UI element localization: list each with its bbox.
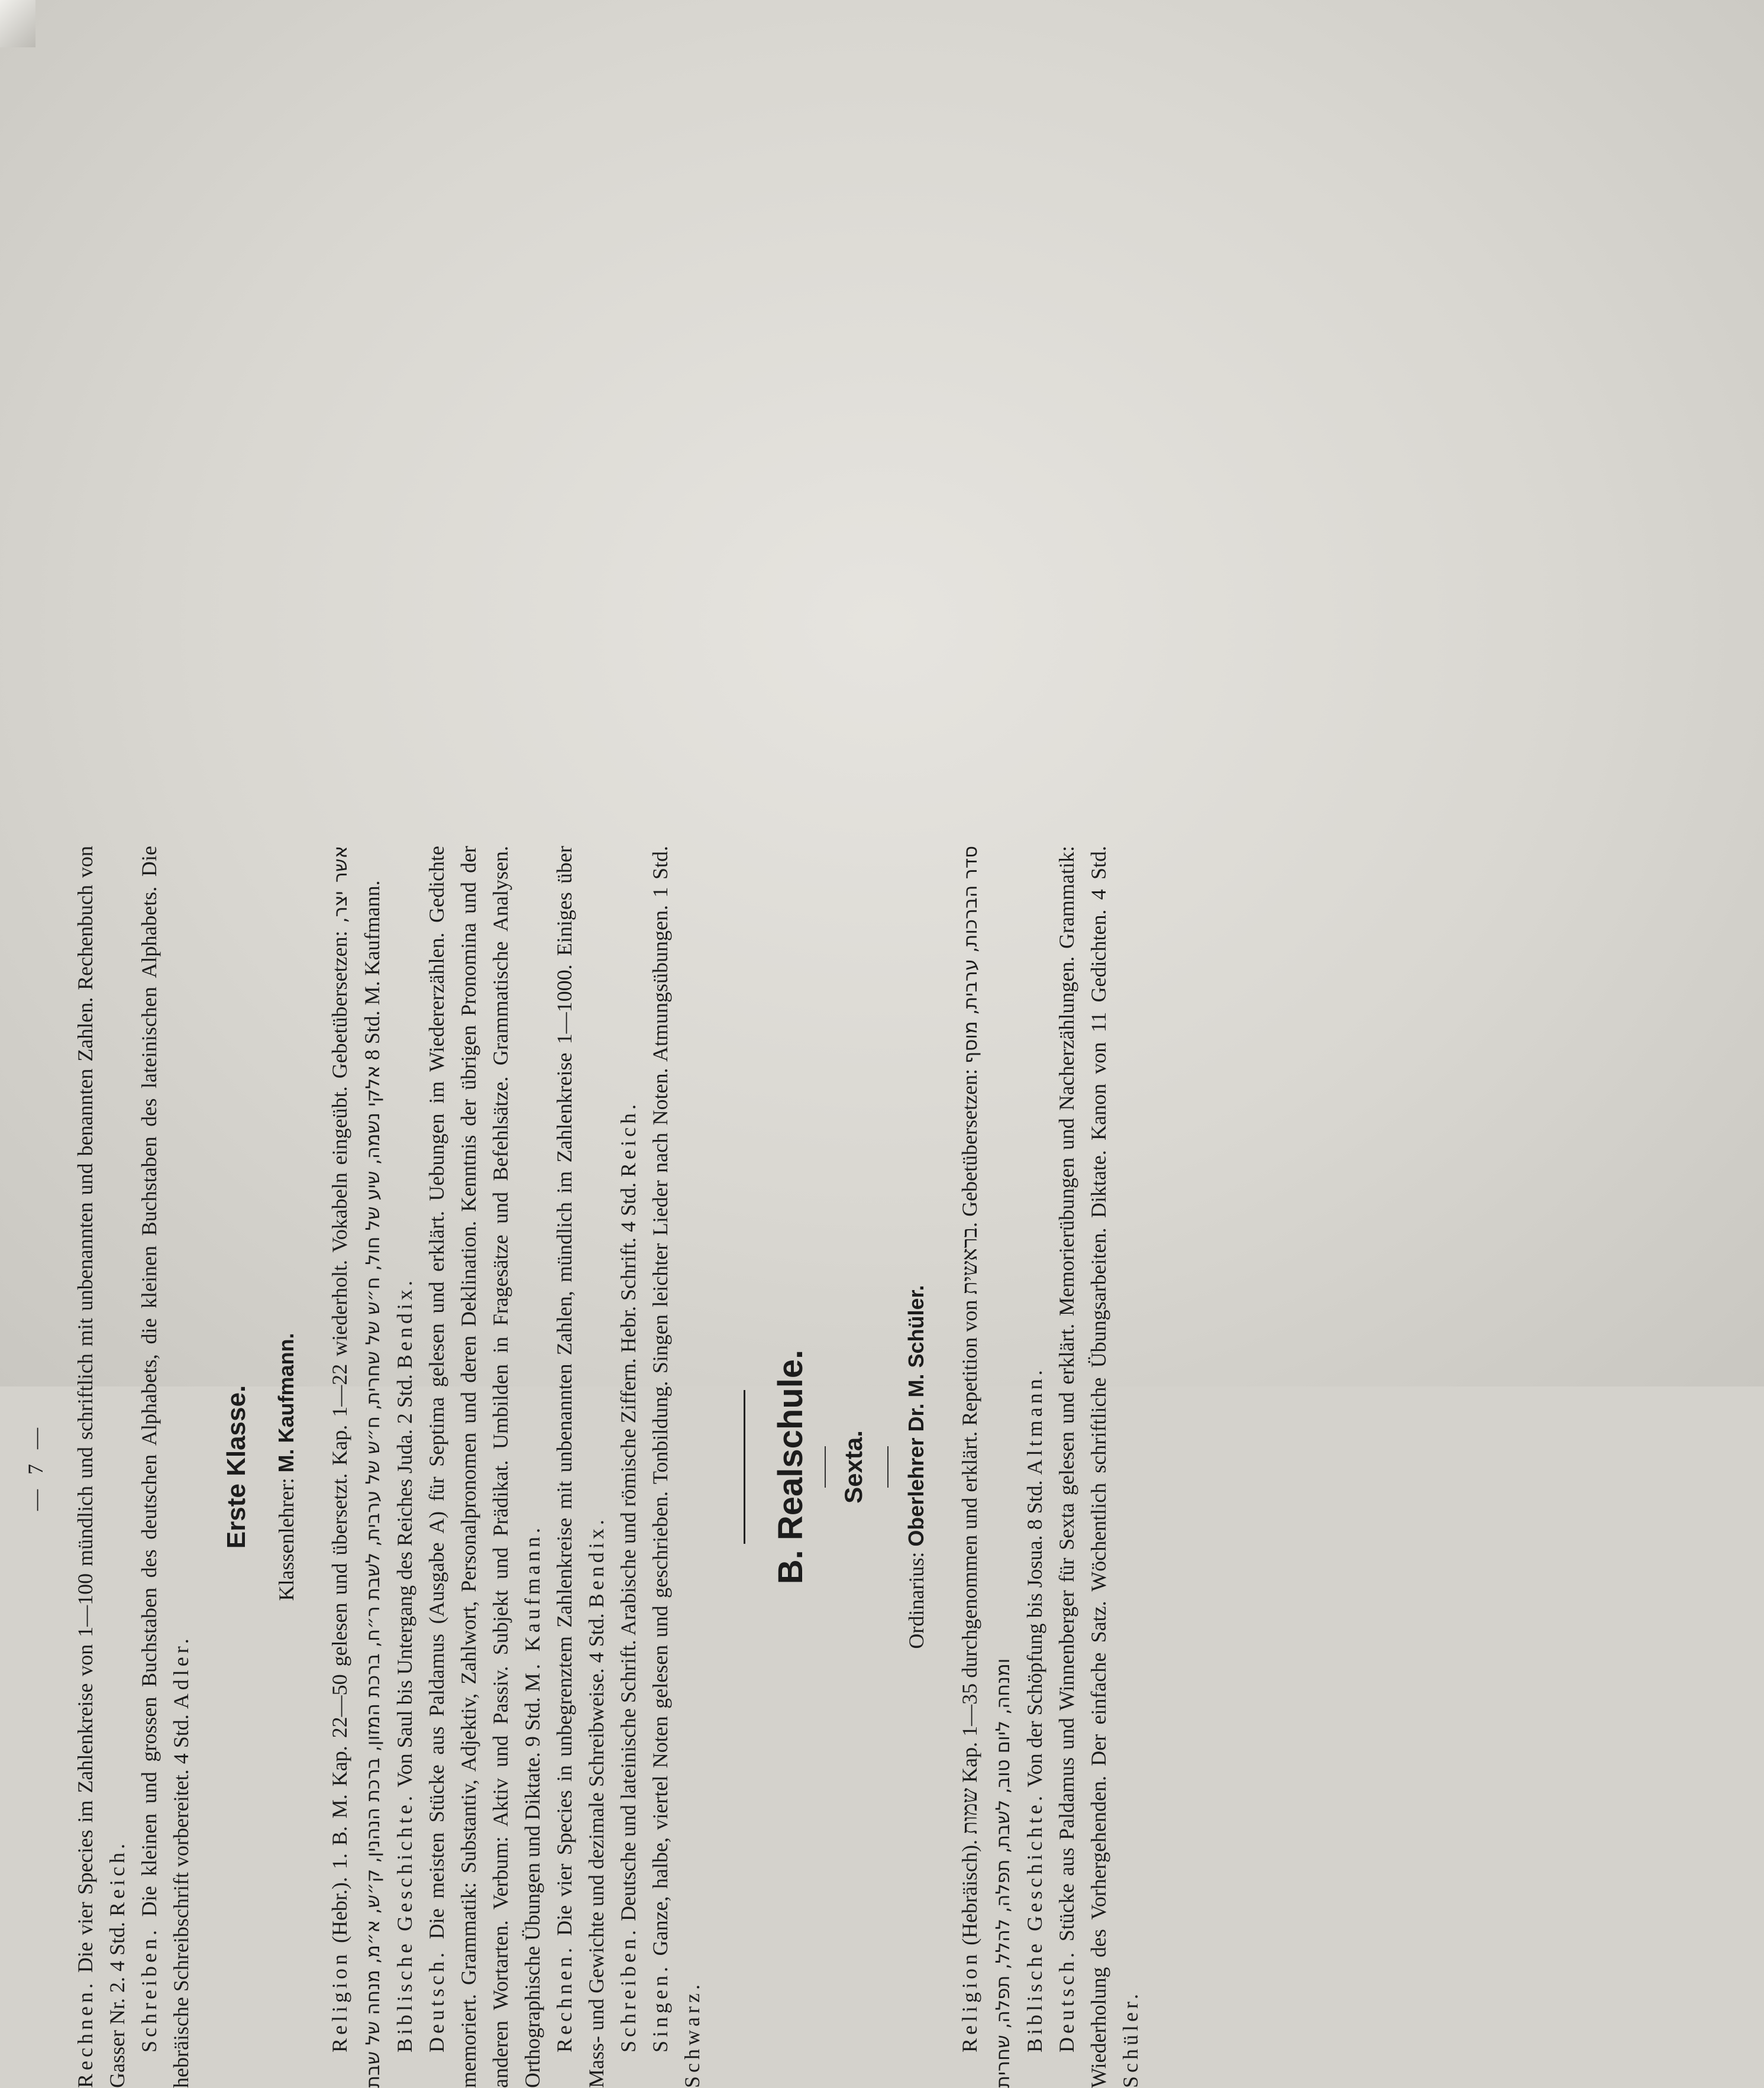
ek-schreiben-teacher: Reich. (616, 1101, 640, 1178)
ek-rechnen-teacher: Bendix. (584, 1516, 608, 1608)
ek-singen (644, 846, 708, 2088)
ek-religion-label: Religion (328, 1951, 351, 2053)
ek-singen-teacher: Schwarz. (680, 1981, 704, 2088)
rs-deutsch (1051, 846, 1146, 2088)
ek-bibl-teacher: Bendix. (393, 1277, 416, 1369)
ek-deutsch-label: Deutsch. (425, 1949, 448, 2053)
ek-deutsch-teacher: M. Kaufmann. (521, 1524, 544, 1692)
ek-deutsch-text: Die meisten Stücke aus Paldamus (Ausgabe A) für Septima gelesen und erklärt. Uebungen im Wiedererzählen. Gedichte memoriert. Grammatik: Substantiv, Adjektiv, Zahlwort, Personalpronomen und deren Deklination. Kenntnis der übrigen Pronomina und der anderen Wortarten. Verbum: Aktiv und Passiv. Subjekt und Prädikat. Umbilden in Fragesätze und Befehlsätze. Grammatische Analysen. Orthographische Übungen und Diktate. 9 Std. (425, 846, 544, 2088)
ek-religion (324, 846, 389, 2088)
page-corner-fold (0, 0, 35, 47)
ek-deutsch (421, 846, 548, 2088)
ek-biblische-geschichte (389, 846, 421, 2088)
rs-deutsch-label: Deutsch. (1055, 1949, 1078, 2053)
ordinarius-line (900, 846, 932, 2088)
rs-biblische-geschichte (1019, 846, 1051, 2088)
short-divider-bottom (887, 1446, 889, 1488)
intro-schreiben-text: Die kleinen und grossen Buchstaben des deutschen Alphabets, die kleinen Buchstaben des lateinischen Alphabets. Die hebräische Schreibschrift vorbereitet. 4 Std. (137, 845, 193, 2088)
teacher-name: M. Kaufmann. (274, 1333, 298, 1473)
rs-bibl-label: Biblische Geschichte. (1023, 1792, 1046, 2053)
ek-bibl-label: Biblische Geschichte. (393, 1792, 416, 2053)
intro-rechnen-teacher: Reich. (105, 1840, 129, 1916)
intro-schreiben (133, 846, 197, 2088)
intro-rechnen-text: Die vier Species im Zahlenkreise von 1—100 mündlich und schriftlich mit unbenannten und benannten Zahlen. Rechenbuch von Gasser Nr. 2. 4 Std. (73, 846, 129, 2088)
ek-schreiben (612, 846, 644, 2088)
ek-schreiben-label: Schreiben. (616, 1927, 640, 2053)
ek-schreiben-text: Deutsche und lateinische Schrift. Arabische und römische Ziffern. Hebr. Schrift. 4 Std. (616, 1182, 640, 1922)
ek-religion-hebrew: אשר יצר, אלקי נשמה, שיע של חול, ח״ש של שחרית, ח״ש של ערבית, לשבת ר״ח, ברכת המזון, ברכת הנהנין, ק״ש, א״מ, מנחה של שבת (329, 845, 384, 2088)
ek-rechnen (548, 846, 612, 2088)
ek-religion-text: (Hebr.). 1. B. M. Kap. 22—50 gelesen und übersetzt. Kap. 1—22 wiederholt. Vokabeln eingeübt. Gebetübersetzen: (328, 930, 351, 1944)
teacher-label: Klassenlehrer: (274, 1478, 298, 1601)
rs-religion-label: Religion (958, 1951, 981, 2053)
erste-klasse-heading: Erste Klasse. (222, 1385, 251, 1549)
short-divider-top (825, 1446, 826, 1488)
ek-religion-end: 8 Std. M. Kaufmann. (360, 880, 384, 1061)
rs-deutsch-text: Stücke aus Paldamus und Winnenberger für Sexta gelesen und erklärt. Memorierübungen und Nacherzählungen. Grammatik: Wiederholung des Vorhergehenden. Der einfache Satz. Wöchentlich schriftliche Übungsarbeiten. Diktate. Kanon von 11 Gedichten. 4 Std. (1055, 845, 1110, 2088)
ek-rechnen-label: Rechnen. (553, 1944, 576, 2053)
ek-singen-text: Ganze, halbe, viertel Noten gelesen und geschrieben. Tonbildung. Singen leichter Lieder nach Noten. Atmungsübungen. 1 Std. (648, 846, 672, 1956)
ek-rechnen-text: Die vier Species in unbegrenztem Zahlenkreise mit unbenannten Zahlen, mündlich im Zahlenkreise 1—1000. Einiges über Mass- und Gewichte und dezimale Schreibweise. 4 Std. (553, 845, 608, 2088)
rs-bibl-text: Von der Schöpfung bis Josua. 8 Std. (1023, 1480, 1046, 1788)
rs-religion-text: (Hebräisch). שמות Kap. 1—35 durchgenommen und erklärt. Repetition von בראשית. Gebetübersetzen: (958, 1069, 981, 1945)
realschule-heading: B. Realschule. (771, 1349, 810, 1585)
intro-rechnen (69, 846, 133, 2088)
section-divider (744, 1390, 745, 1544)
intro-schreiben-label: Schreiben. (137, 1927, 161, 2053)
rs-religion-hebrew: סדר הברכות, ערבית, מוסף ומנחה, ליום טוב, לשבת, תפלה, להלל, תפלה, שחרית (959, 845, 1014, 2088)
sexta-heading: Sexta. (839, 1430, 867, 1504)
intro-rechnen-label: Rechnen. (73, 1980, 97, 2088)
intro-schreiben-teacher: Adler. (169, 1635, 193, 1709)
rotated-printed-page (20, 846, 1498, 2088)
rs-deutsch-teacher: Schüler. (1119, 1990, 1142, 2088)
ordinarius-label: Ordinarius: (904, 1552, 928, 1649)
erste-klasse-teacher (270, 846, 302, 2088)
ek-singen-label: Singen. (648, 1963, 672, 2053)
ordinarius-name: Oberlehrer Dr. M. Schüler. (904, 1285, 928, 1547)
page-number: — 7 — (24, 1423, 47, 1511)
rs-bibl-teacher: Altmann. (1023, 1366, 1046, 1475)
ek-bibl-text: Von Saul bis Untergang des Reiches Juda. 2 Std. (393, 1374, 416, 1788)
rs-religion (954, 846, 1019, 2088)
